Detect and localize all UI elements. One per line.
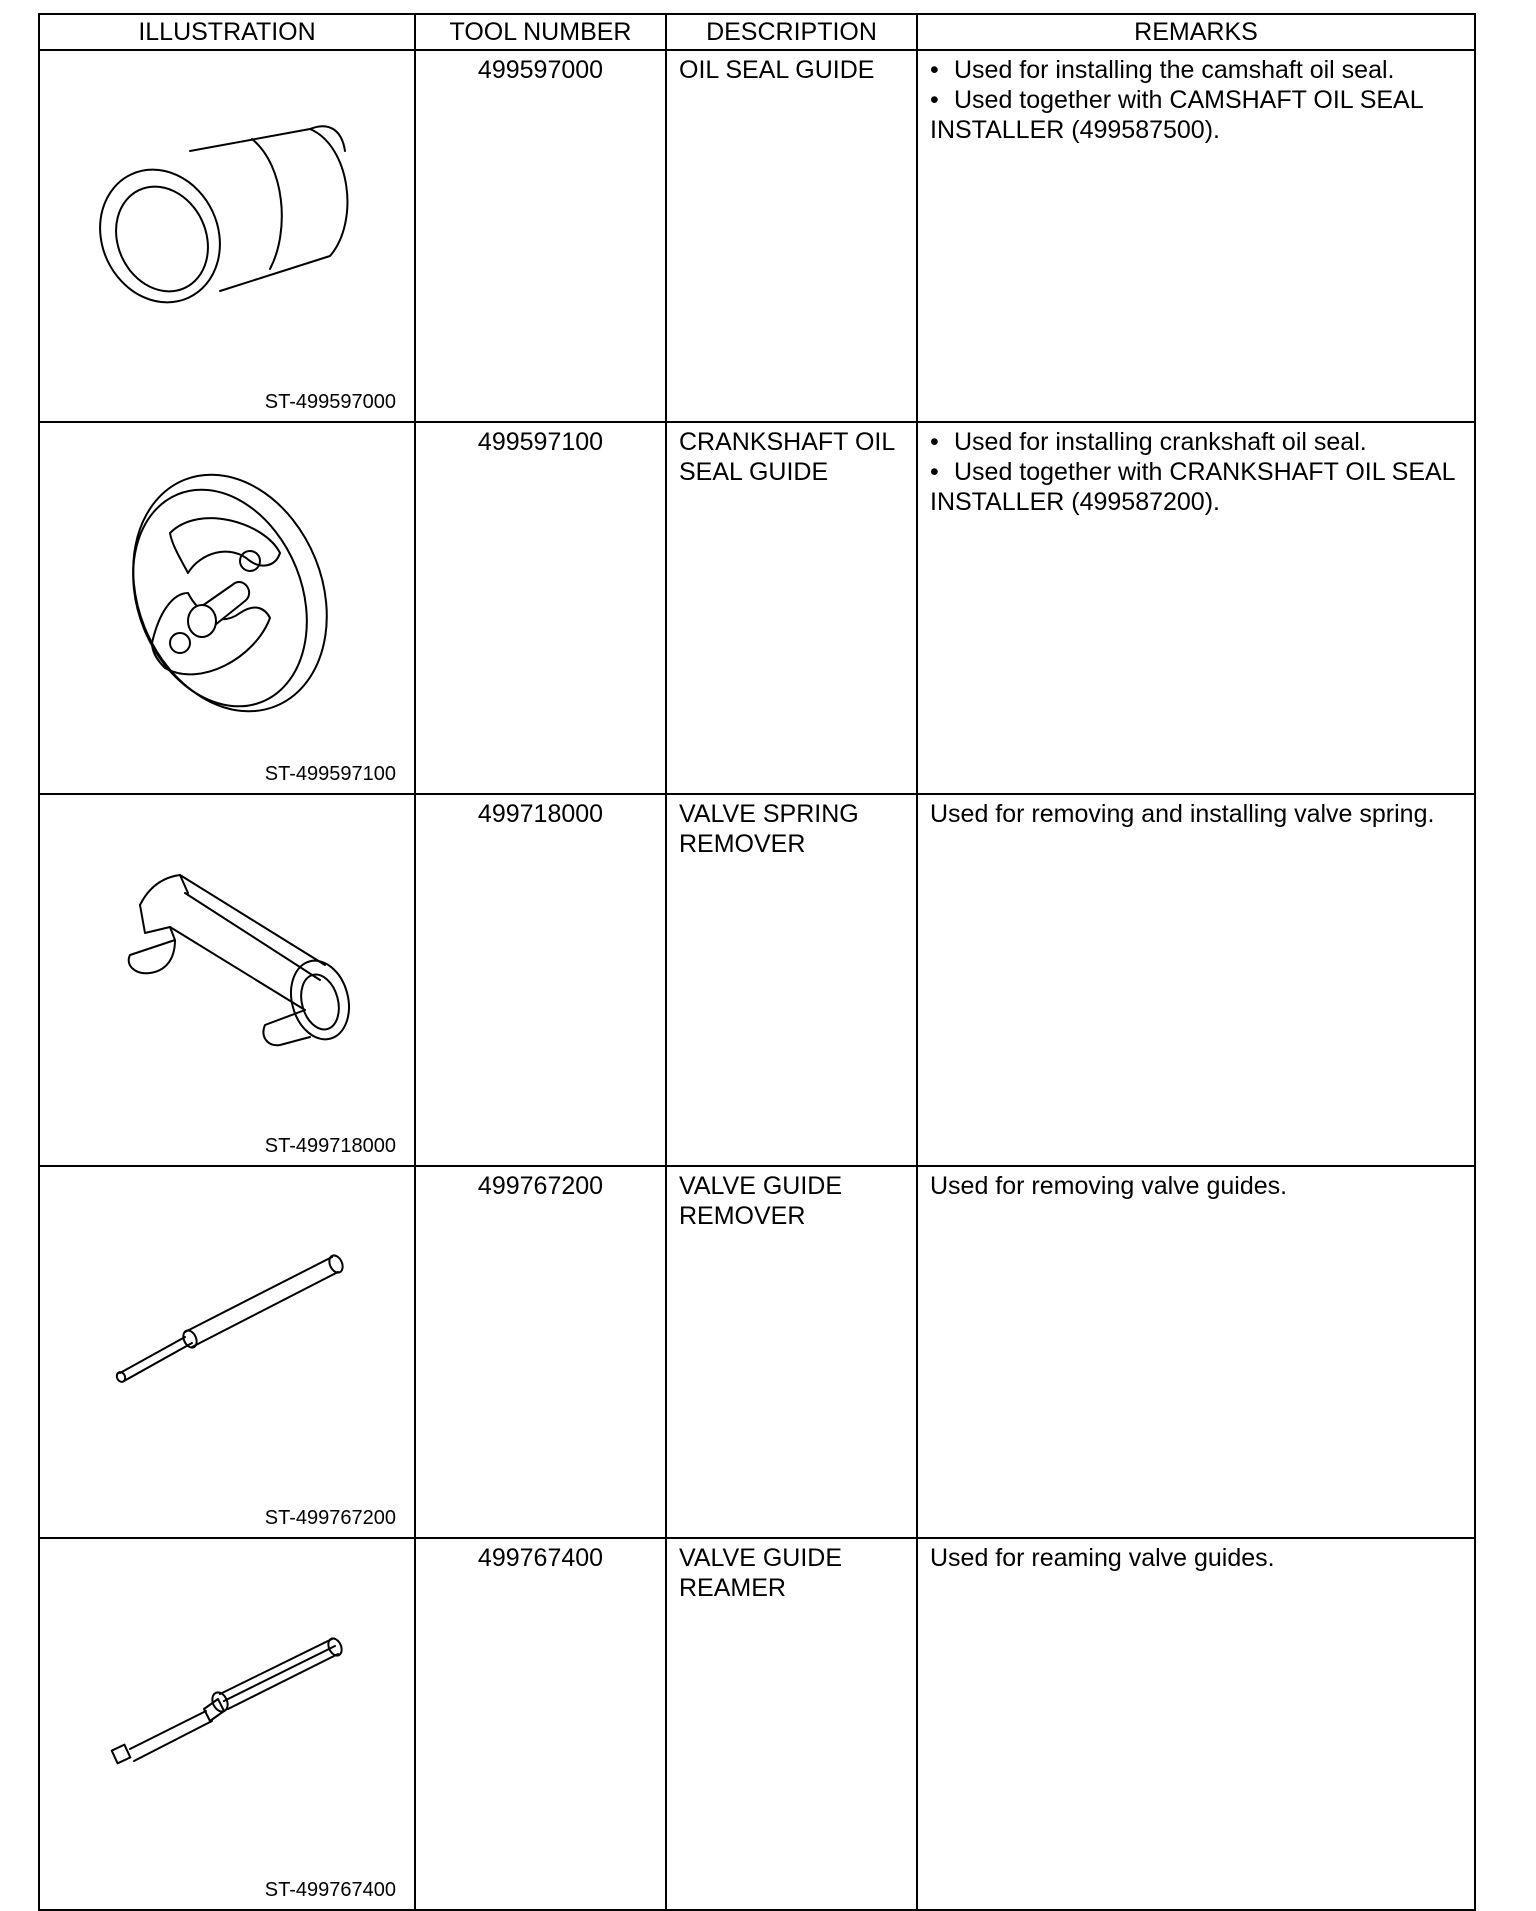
oil-seal-guide-illustration [80, 71, 380, 371]
table-row [39, 794, 1475, 1166]
remarks [917, 1538, 1475, 1910]
table-row [39, 422, 1475, 794]
header-tool-number: TOOL NUMBER [415, 14, 666, 50]
illustration-code: ST-499767400 [264, 1879, 396, 1901]
table-row [39, 1538, 1475, 1910]
illustration-code: ST-499597000 [264, 391, 396, 413]
header-remarks: REMARKS [917, 14, 1475, 50]
tool-description: VALVE GUIDE REAMER [666, 1538, 917, 1910]
valve-guide-remover-illustration [80, 1187, 380, 1487]
tool-description: VALVE SPRING REMOVER [666, 794, 917, 1166]
illustration-cell [39, 1538, 415, 1910]
valve-guide-reamer-illustration [80, 1559, 380, 1859]
illustration-code: ST-499718000 [264, 1135, 396, 1157]
header-row [39, 14, 1475, 50]
remark-item: • Used for installing crankshaft oil seal. [930, 428, 1367, 456]
tool-description: OIL SEAL GUIDE [666, 50, 917, 422]
remarks [917, 1166, 1475, 1538]
remark-item: Used for removing and installing valve spring. [930, 800, 1435, 828]
illustration-code: ST-499767200 [264, 1507, 396, 1529]
crankshaft-oil-seal-guide-illustration [80, 443, 380, 743]
remark-item: Used for removing valve guides. [930, 1172, 1288, 1200]
remarks [917, 422, 1475, 794]
tool-description: VALVE GUIDE REMOVER [666, 1166, 917, 1538]
illustration-cell [39, 1166, 415, 1538]
remark-item: • Used for installing the camshaft oil seal. [930, 56, 1395, 84]
tool-number: 499767200 [415, 1166, 666, 1538]
illustration-cell [39, 50, 415, 422]
illustration-cell [39, 422, 415, 794]
special-tools-table [38, 13, 1476, 1911]
remark-item: Used for reaming valve guides. [930, 1544, 1275, 1572]
tool-number: 499767400 [415, 1538, 666, 1910]
valve-spring-remover-illustration [80, 815, 380, 1115]
table-row [39, 1166, 1475, 1538]
remarks [917, 794, 1475, 1166]
table-row [39, 50, 1475, 422]
tool-description: CRANKSHAFT OIL SEAL GUIDE [666, 422, 917, 794]
tool-number: 499718000 [415, 794, 666, 1166]
tool-number: 499597100 [415, 422, 666, 794]
illustration-cell [39, 794, 415, 1166]
remark-item: • Used together with CAMSHAFT OIL SEAL INSTALLER (499587500). [930, 86, 1423, 144]
illustration-code: ST-499597100 [264, 763, 396, 785]
header-description: DESCRIPTION [666, 14, 917, 50]
tool-number: 499597000 [415, 50, 666, 422]
remarks [917, 50, 1475, 422]
header-illustration: ILLUSTRATION [39, 14, 415, 50]
remark-item: • Used together with CRANKSHAFT OIL SEAL INSTALLER (499587200). [930, 458, 1455, 516]
